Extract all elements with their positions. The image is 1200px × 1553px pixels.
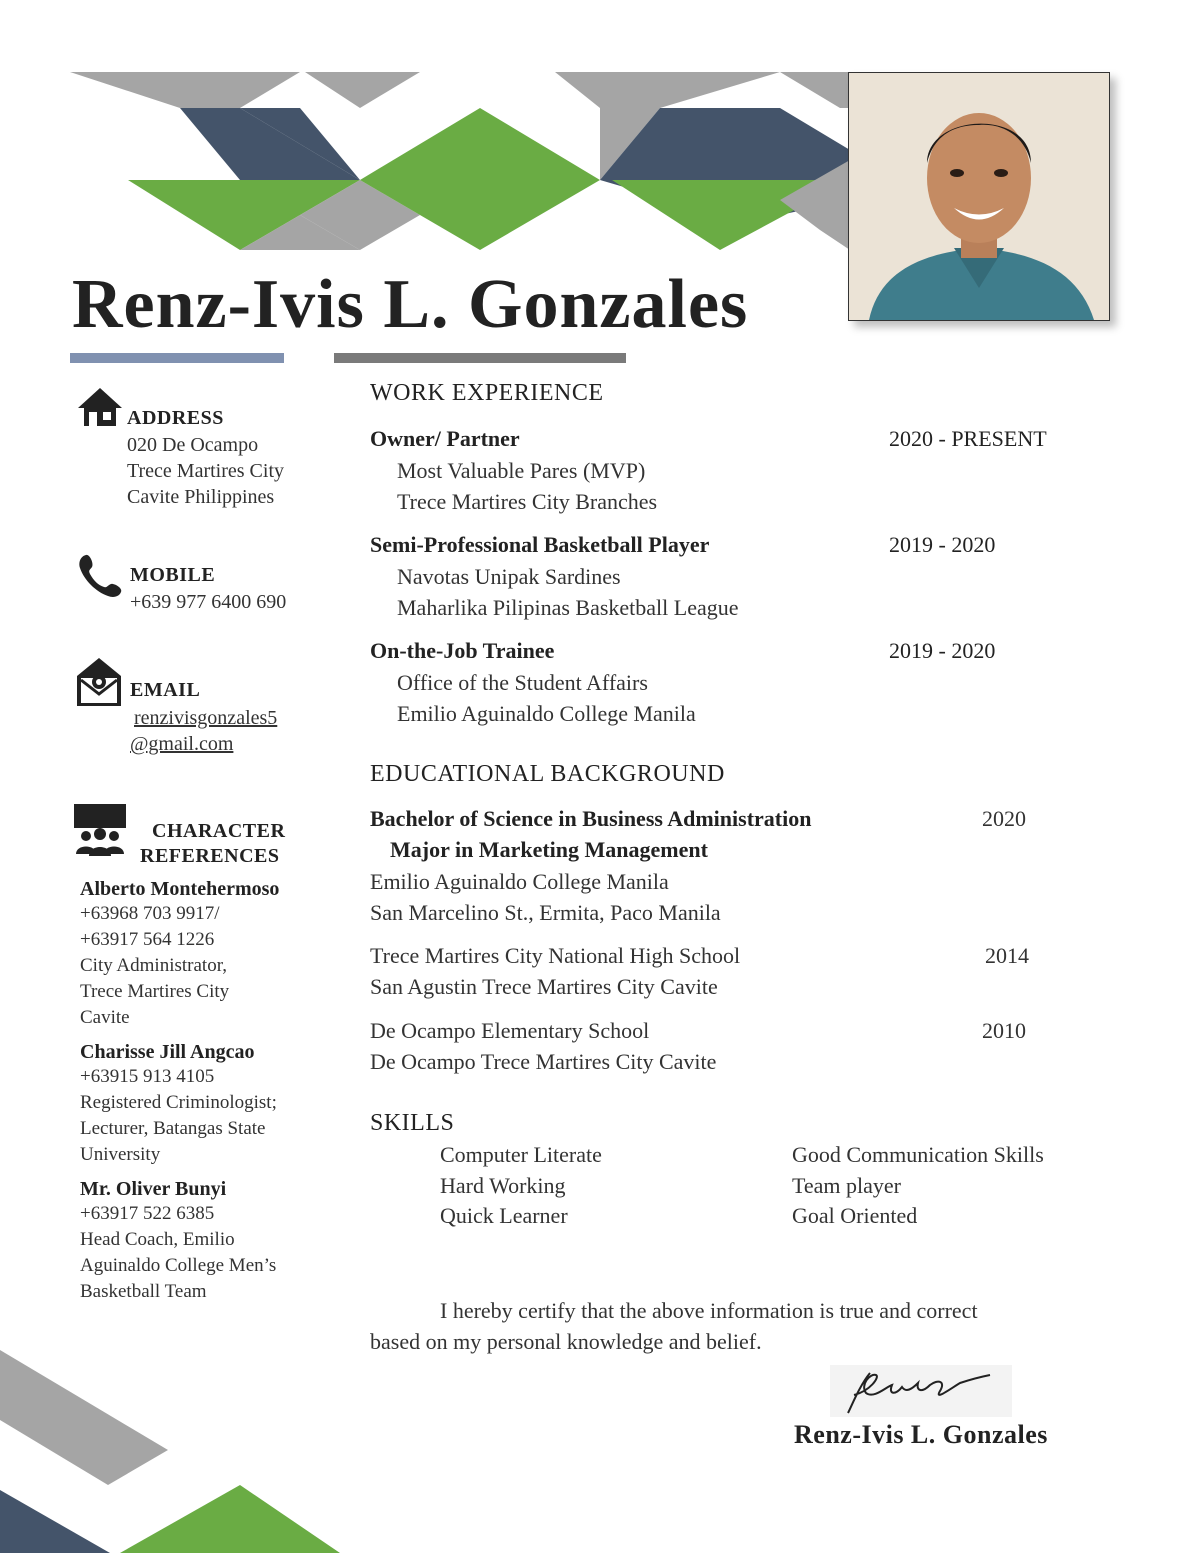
- skill-item: Computer Literate: [440, 1142, 602, 1167]
- people-icon: [72, 802, 128, 865]
- job-detail: Maharlika Pilipinas Basketball League: [397, 595, 739, 620]
- reference-detail: Aguinaldo College Men’s: [80, 1255, 277, 1276]
- reference-detail: +63968 703 9917/: [80, 903, 220, 924]
- job-title: Semi-Professional Basketball Player: [370, 532, 710, 557]
- elementary-name: De Ocampo Elementary School: [370, 1018, 650, 1043]
- references-label-line1: CHARACTER: [152, 820, 286, 842]
- mobile-value: +639 977 6400 690: [130, 591, 287, 613]
- skill-item: Good Communication Skills: [792, 1142, 1044, 1167]
- elementary-year: 2010: [982, 1018, 1026, 1043]
- skills-heading: SKILLS: [370, 1110, 455, 1136]
- reference-detail: City Administrator,: [80, 955, 228, 976]
- reference-list: [80, 878, 279, 1305]
- email-value[interactable]: [130, 705, 277, 757]
- skill-item: Goal Oriented: [792, 1203, 918, 1228]
- profile-photo: [848, 72, 1110, 321]
- reference-item: [80, 1041, 279, 1168]
- job-date: 2020 - PRESENT: [889, 426, 1047, 451]
- email-label: EMAIL: [130, 679, 201, 701]
- reference-detail: Registered Criminologist;: [80, 1092, 277, 1113]
- certification-line1: I hereby certify that the above information is true and correct: [440, 1298, 978, 1323]
- job-date: 2019 - 2020: [889, 638, 996, 663]
- reference-name: Mr. Oliver Bunyi: [80, 1178, 227, 1200]
- name-underline-blue: [70, 353, 284, 363]
- college-year: 2020: [982, 806, 1026, 831]
- job-detail: Office of the Student Affairs: [397, 670, 648, 695]
- address-line: Trece Martires City: [127, 460, 285, 482]
- reference-name: Alberto Montehermoso: [80, 878, 280, 900]
- job-detail: Trece Martires City Branches: [397, 489, 658, 514]
- reference-detail: Head Coach, Emilio: [80, 1229, 235, 1250]
- reference-item: [80, 1178, 279, 1305]
- references-label-line2: REFERENCES: [140, 845, 280, 867]
- candidate-name: Renz-Ivis L. Gonzales: [72, 266, 749, 343]
- work-heading: WORK EXPERIENCE: [370, 380, 604, 406]
- job-detail: Emilio Aguinaldo College Manila: [397, 701, 696, 726]
- job-date: 2019 - 2020: [889, 532, 996, 557]
- degree-title: Bachelor of Science in Business Administration: [370, 806, 812, 831]
- address-line: Cavite Philippines: [127, 486, 275, 508]
- reference-detail: University: [80, 1144, 161, 1165]
- mobile-label: MOBILE: [130, 564, 216, 586]
- signature-name: Renz-Ivis L. Gonzales: [794, 1420, 1048, 1449]
- address-label: ADDRESS: [127, 407, 224, 429]
- job-title: On-the-Job Trainee: [370, 638, 555, 663]
- reference-detail: +63917 564 1226: [80, 929, 215, 950]
- job-title: Owner/ Partner: [370, 426, 520, 451]
- job-detail: Most Valuable Pares (MVP): [397, 458, 646, 483]
- reference-detail: Basketball Team: [80, 1281, 207, 1302]
- reference-name: Charisse Jill Angcao: [80, 1041, 255, 1063]
- elementary-address: De Ocampo Trece Martires City Cavite: [370, 1049, 717, 1074]
- house-icon: [76, 386, 124, 433]
- email-link-part2[interactable]: @gmail.com: [130, 733, 234, 755]
- reference-detail: +63917 522 6385: [80, 1203, 215, 1224]
- highschool-year: 2014: [985, 943, 1029, 968]
- address-value: [127, 432, 284, 510]
- reference-item: [80, 878, 279, 1031]
- reference-detail: Trece Martires City: [80, 981, 230, 1002]
- reference-detail: Lecturer, Batangas State: [80, 1118, 266, 1139]
- college-name: Emilio Aguinaldo College Manila: [370, 869, 669, 894]
- degree-major: Major in Marketing Management: [390, 837, 708, 862]
- college-address: San Marcelino St., Ermita, Paco Manila: [370, 900, 721, 925]
- certification-line2: based on my personal knowledge and belief.: [370, 1329, 762, 1354]
- highschool-name: Trece Martires City National High School: [370, 943, 741, 968]
- email-link-part1[interactable]: renzivisgonzales5: [134, 707, 278, 729]
- phone-icon: [78, 552, 124, 603]
- address-line: 020 De Ocampo: [127, 434, 259, 456]
- reference-detail: +63915 913 4105: [80, 1066, 215, 1087]
- envelope-icon: [75, 656, 123, 713]
- highschool-address: San Agustin Trece Martires City Cavite: [370, 974, 718, 999]
- education-heading: EDUCATIONAL BACKGROUND: [370, 761, 725, 787]
- skill-item: Quick Learner: [440, 1203, 568, 1228]
- signature-image: [830, 1365, 1012, 1417]
- job-detail: Navotas Unipak Sardines: [397, 564, 621, 589]
- skill-item: Hard Working: [440, 1173, 566, 1198]
- skill-item: Team player: [792, 1173, 902, 1198]
- reference-detail: Cavite: [80, 1007, 130, 1028]
- name-underline-gray: [334, 353, 626, 363]
